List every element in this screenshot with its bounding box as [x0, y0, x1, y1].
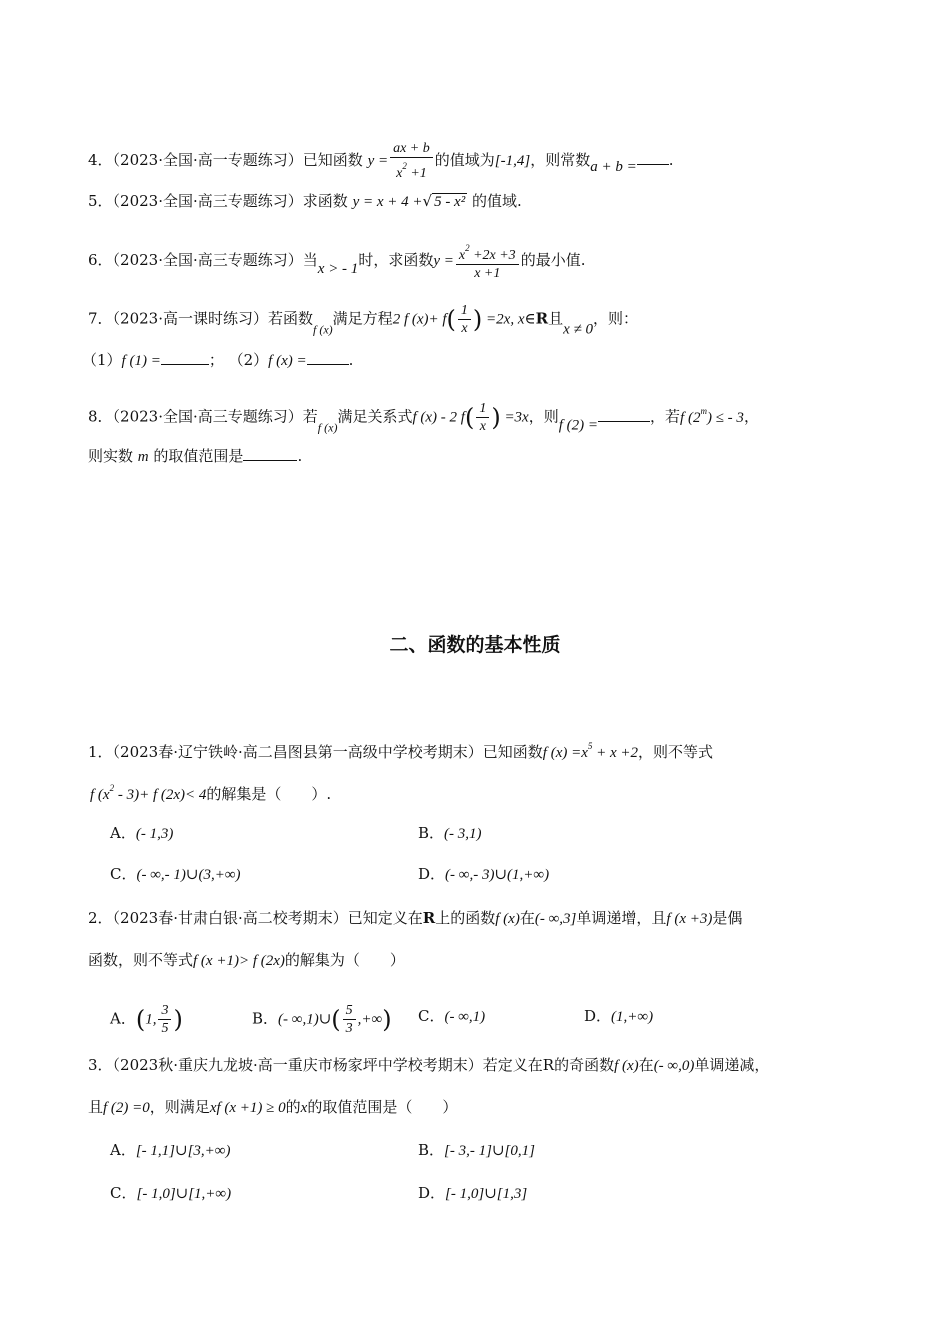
option-d[interactable]: D．(- ∞,- 3)∪(1,+∞): [418, 865, 550, 883]
problem-source: （2023·全国·高三专题练习）: [112, 251, 303, 269]
problem-text: ，则：: [592, 309, 638, 328]
problem-2-3-line2: [88, 1097, 457, 1118]
problem-5: 5．（2023·全国·高三专题练习）求函数 y = x + 4 +√ 5 - x² 的值域.: [88, 192, 522, 210]
equation: f (x) - 2 f: [412, 409, 465, 426]
problem-text: 且: [548, 309, 564, 328]
problem-text: 且: [88, 1098, 104, 1116]
problem-text: 已知函数: [302, 151, 363, 169]
real-numbers-symbol: R: [422, 909, 436, 927]
problem-number: 3．: [88, 1056, 113, 1074]
problem-text: 已知函数: [482, 743, 543, 761]
punctuation: .: [668, 151, 674, 169]
variable: m: [137, 449, 149, 465]
problem-text: 单调递增，且: [576, 909, 667, 927]
fraction: $\frac{x^2 +2x +3}{x +1}$: [456, 240, 519, 282]
problem-text: 则实数: [88, 447, 134, 465]
section-title: 二、函数的基本性质: [389, 634, 561, 656]
problem-2-2-line2: [88, 950, 405, 971]
formula: f (x) =: [268, 353, 307, 369]
problem-text: 的值域为: [434, 151, 495, 169]
punctuation: ；: [208, 351, 224, 369]
problem-number: 8．: [88, 407, 113, 426]
problem-text: 上的函数: [435, 909, 496, 927]
problem-text: 的取值范围是（ ）: [307, 1098, 458, 1116]
problem-text: ，则不等式: [638, 743, 714, 761]
option-b[interactable]: B．(- ∞,1)∪( $\frac{5}{3}$ ,+∞): [252, 1003, 392, 1036]
problem-text: 的最小值.: [520, 251, 586, 269]
problem-2-1-line2: [90, 778, 331, 805]
problem-text: 满足关系式: [337, 407, 413, 426]
inequality: xf (x +1) ≥ 0: [209, 1100, 286, 1116]
punctuation: .: [348, 351, 354, 369]
option-d[interactable]: D．[- 1,0]∪[1,3]: [418, 1184, 528, 1202]
equation: 2 f (x)+ f: [392, 311, 447, 328]
condition: x > - 1: [317, 261, 359, 277]
interval: (- ∞,0): [653, 1058, 695, 1074]
real-numbers-symbol: R: [542, 1056, 555, 1074]
formula: y =: [367, 153, 389, 169]
answer-blank[interactable]: [637, 150, 669, 165]
problem-text: ，则满足: [149, 1098, 210, 1116]
problem-number: 7．: [88, 309, 113, 328]
problem-2-3: 3．（2023秋·重庆九龙坡·高一重庆市杨家坪中学校考期末）若定义在R的奇函数f (x)在(- ∞,0)单调递减，: [88, 1056, 770, 1074]
fraction: $\frac{ax + b}{x^2 +1}$: [390, 140, 433, 182]
problem-text: 时，求函数: [358, 251, 434, 269]
answer-blank[interactable]: [307, 350, 349, 365]
problem-text: 的解集为（ ）: [284, 951, 405, 969]
formula: f (1) =: [121, 353, 161, 369]
formula: f (x): [313, 322, 333, 337]
problem-text: ，则常数: [530, 151, 591, 169]
problem-text: 若定义在: [482, 1056, 543, 1074]
problem-number: 1．: [88, 743, 113, 761]
formula: f (2) =: [558, 417, 599, 434]
inequality: f (x +1)> f (2x): [193, 953, 285, 969]
problem-number: 5．: [88, 192, 113, 210]
problem-text: 在: [638, 1056, 654, 1074]
problem-source: （2023春·甘肃白银·高二校考期末）: [112, 909, 348, 927]
problem-text: 当: [302, 251, 318, 269]
problem-text: ，则: [528, 407, 559, 426]
option-c[interactable]: C．[- 1,0]∪[1,+∞): [110, 1184, 232, 1202]
problem-8-line2: [88, 446, 302, 467]
formula: a + b =: [590, 159, 637, 175]
problem-text: 是偶: [712, 909, 743, 927]
problem-source: （2023秋·重庆九龙坡·高一重庆市杨家坪中学校考期末）: [112, 1056, 483, 1074]
problem-number: 6．: [88, 251, 113, 269]
problem-6: 6．（2023·全国·高三专题练习）当x > - 1时，求函数y = $\frac{x^2 +2x +3}{x +1}$ 的最小值.: [88, 240, 585, 282]
problem-source: （2023·全国·高三专题练习）: [112, 192, 303, 210]
problem-text: 若函数: [268, 309, 314, 328]
problem-text: 在: [519, 909, 535, 927]
option-d[interactable]: D．(1,+∞): [584, 1007, 654, 1025]
problem-text: 已知定义在: [347, 909, 423, 927]
problem-8: 8．（2023·全国·高三专题练习）若$_{f (x)}$满足关系式f (x) - 2 f( $\frac{1}{x}$ ) =3x，则f (2) = ，若f $(2^m)$ ≤ - 3，: [88, 401, 759, 435]
option-a[interactable]: A．[- 1,1]∪[3,+∞): [110, 1141, 231, 1159]
formula: y = x + 4 +: [352, 194, 423, 210]
formula: f (x): [317, 420, 338, 435]
inequality: f $(x^2 - 3)+ f$ (2x)< 4: [90, 783, 207, 803]
problem-source: （2023·高一课时练习）: [112, 309, 268, 328]
problem-text: 满足方程: [332, 309, 393, 328]
subquestion-number: （1）: [82, 351, 122, 369]
punctuation: .: [297, 447, 303, 465]
problem-text: 的值域.: [472, 192, 522, 210]
radicand: 5 - x²: [434, 194, 466, 210]
problem-text: 的: [285, 1098, 301, 1116]
range-value: [-1,4]: [494, 153, 531, 169]
condition: x ≠ 0: [563, 321, 593, 338]
problem-text: 的奇函数: [554, 1056, 615, 1074]
subquestion-number: （2）: [228, 351, 269, 369]
punctuation: ，: [743, 407, 759, 426]
problem-text: 若: [302, 407, 318, 426]
answer-blank[interactable]: [161, 350, 209, 365]
problem-7-subquestions: [82, 350, 353, 371]
option-a[interactable]: A．(- 1,3): [110, 824, 174, 842]
problem-4: [88, 140, 674, 182]
inequality: f $(2^m)$ ≤ - 3: [680, 405, 744, 426]
problem-7: 7．（2023·高一课时练习）若函数$_{f (x)}$满足方程2 f (x)+ f( $\frac{1}{x}$ ) =2x, x∈R且x ≠ 0，则：: [88, 303, 638, 338]
problem-source: （2023·全国·高一专题练习）: [112, 151, 303, 169]
problem-text: 求函数: [302, 192, 348, 210]
option-c[interactable]: C．(- ∞,1): [418, 1007, 486, 1025]
answer-blank[interactable]: [243, 446, 297, 461]
problem-text: 单调递减，: [694, 1056, 770, 1074]
problem-2-1: [88, 736, 713, 763]
formula: f (2) =0: [103, 1100, 150, 1116]
problem-text: 的取值范围是: [153, 447, 244, 465]
problem-source: （2023春·辽宁铁岭·高二昌图县第一高级中学校考期末）: [112, 743, 483, 761]
option-b[interactable]: B．(- 3,1): [418, 824, 482, 842]
option-c[interactable]: C．(- ∞,- 1)∪(3,+∞): [110, 865, 241, 883]
problem-text: 函数，则不等式: [88, 951, 194, 969]
problem-text: 的解集是（ ）.: [206, 785, 332, 803]
interval: (- ∞,3]: [534, 911, 577, 927]
problem-number: 2．: [88, 909, 113, 927]
formula: f $(x) =x^5 + x +2$: [542, 741, 639, 761]
problem-source: （2023·全国·高三专题练习）: [112, 407, 303, 426]
answer-blank[interactable]: [598, 407, 650, 422]
variable: x: [300, 1100, 308, 1116]
problem-2-2: 2．（2023春·甘肃白银·高二校考期末）已知定义在R上的函数f (x)在(- ∞,3]单调递增，且f (x +3)是偶: [88, 909, 743, 927]
option-a[interactable]: A．(1, $\frac{3}{5}$ ): [110, 1003, 183, 1036]
problem-number: 4．: [88, 151, 113, 169]
option-b[interactable]: B．[- 3,- 1]∪[0,1]: [418, 1141, 535, 1159]
problem-text: ，若: [650, 407, 681, 426]
